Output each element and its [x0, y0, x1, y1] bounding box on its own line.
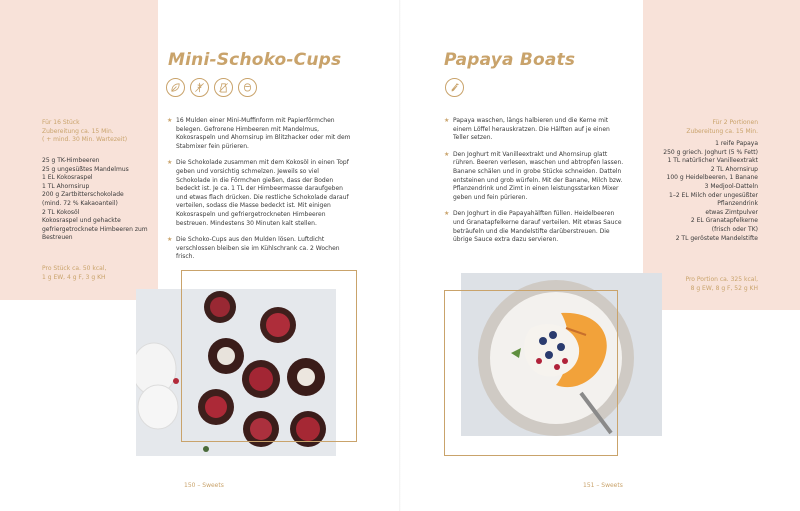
gluten-free-icon — [190, 78, 209, 97]
recipe-meta-right — [643, 119, 758, 136]
nutrition-line: Pro Portion ca. 325 kcal, — [685, 276, 758, 283]
nutrition-info-left — [42, 265, 152, 282]
page-number-left: 150 – Sweets — [184, 482, 224, 489]
page-number-right: 151 – Sweets — [583, 482, 623, 489]
recipe-title-mini-schoko-cups: Mini-Schoko-Cups — [168, 50, 342, 70]
ingredient: etwas Zimtpulver — [705, 208, 758, 216]
ingredient: 100 g Heidelbeeren, 1 Banane — [666, 174, 758, 182]
star-bullet-icon: ★ — [444, 117, 450, 124]
ingredient: 25 g TK-Himbeeren — [42, 157, 100, 164]
instruction-step: ★ Die Schokolade zusammen mit dem Kokosöl in einen Topf geben und vorsichtig schmelzen. Jeweils so viel Schokolade in die Förmchen gießen, dass der Boden bedeckt ist. Je ca. 1 TL der Himbeermasse daraufgeben und etwas flach drücken. Die restliche Schokolade darauf verteilen, sodass die Masse bedeckt ist. Mit einigen Kokosraspeln und gefriergetrockneten Himbeeren bestreuen. Mindestens 30 Minuten kalt stellen. — [167, 159, 349, 227]
ingredient: 1 reife Papaya — [715, 140, 758, 147]
ingredient: 1 EL Kokosraspel — [42, 174, 93, 182]
instruction-step: ★ Den Joghurt mit Vanilleextrakt und Ahornsirup glatt rühren. Beeren verlesen, waschen und abtropfen lassen. Banane schälen und in grobe Stücke schneiden. Datteln entsteinen und grob würfeln. Mit der Banane, Milch bzw. Pflanzendrink und Zimt in einen leistungsstarken Mixer geben und fein pürieren. — [444, 150, 624, 201]
ingredient: Pflanzendrink — [717, 200, 758, 208]
vegan-leaf-icon — [166, 78, 185, 97]
instruction-step: ★ Den Joghurt in die Papayahälften füllen. Heidelbeeren und Granatapfelkerne darauf verteilen. Mit etwas Sauce beträufeln und die Mandelstifte darüberstreuen. Die übrige Sauce extra dazu servieren. — [444, 210, 622, 244]
ingredient: 25 g ungesüßtes Mandelmus — [42, 165, 129, 173]
star-bullet-icon: ★ — [167, 117, 173, 124]
nut-icon — [238, 78, 257, 97]
ingredient: (mind. 72 % Kakaoanteil) — [42, 199, 118, 207]
diet-icons-left — [166, 78, 257, 97]
lactose-free-icon — [214, 78, 233, 97]
ingredient-list-right — [643, 140, 758, 243]
book-gutter — [399, 0, 401, 511]
instruction-step: ★ 16 Mulden einer Mini-Muffinform mit Papierförmchen belegen. Gefrorene Himbeeren mit Mandelmus, Kokosraspeln und Ahornsirup im Blitzhacker oder mit dem Stabmixer fein pürieren. — [167, 117, 351, 150]
nutrition-line: 8 g EW, 8 g F, 52 g KH — [690, 284, 758, 292]
servings: Für 16 Stück — [42, 119, 80, 126]
ingredient: 1 TL natürlicher Vanilleextrakt — [667, 157, 758, 165]
instructions-left — [167, 117, 355, 270]
ingredient: 2 TL geröstete Mandelstifte — [675, 234, 758, 242]
nutrition-line: 1 g EW, 4 g F, 3 g KH — [42, 273, 106, 281]
ingredient: 2 TL Kokosöl — [42, 208, 80, 216]
star-bullet-icon: ★ — [167, 236, 173, 244]
photo-frame-left — [181, 270, 357, 442]
vegetarian-carrot-icon — [445, 78, 464, 97]
ingredient: 1–2 EL Milch oder ungesüßter — [669, 191, 758, 199]
nutrition-line: Pro Stück ca. 50 kcal, — [42, 265, 107, 272]
servings: Für 2 Portionen — [712, 119, 758, 126]
ingredient: 2 EL Granatapfelkerne — [690, 217, 758, 225]
recipe-meta-left — [42, 119, 157, 145]
instruction-step: ★ Die Schoko-Cups aus den Mulden lösen. Luftdicht verschlossen bleiben sie im Kühlschrank ca. 2 Wochen frisch. — [167, 236, 340, 261]
ingredient-list-left — [42, 157, 157, 243]
prep-time: Zubereitung ca. 15 Min. — [686, 127, 758, 135]
ingredient: (frisch oder TK) — [711, 225, 758, 233]
ingredient: Kokosraspel und gehackte — [42, 217, 121, 225]
ingredient: 200 g Zartbitterschokolade — [42, 191, 124, 199]
ingredient: 2 TL Ahornsirup — [710, 165, 758, 173]
star-bullet-icon: ★ — [444, 210, 450, 218]
star-bullet-icon: ★ — [167, 159, 173, 167]
instruction-step: ★ Papaya waschen, längs halbieren und die Kerne mit einem Löffel herauskratzen. Die Hälften auf je einen Teller setzen. — [444, 117, 610, 142]
star-bullet-icon: ★ — [444, 150, 450, 158]
ingredient: 3 Medjool-Datteln — [704, 182, 758, 190]
ingredient: 250 g griech. Joghurt (5 % Fett) — [663, 148, 758, 156]
ingredient: Bestreuen — [42, 234, 73, 242]
left-info-panel — [0, 0, 158, 300]
ingredient: gefriergetrocknete Himbeeren zum — [42, 225, 148, 233]
instructions-right — [444, 117, 624, 253]
photo-frame-right — [444, 290, 618, 456]
recipe-title-papaya-boats: Papaya Boats — [444, 50, 576, 70]
prep-time: Zubereitung ca. 15 Min. — [42, 127, 114, 135]
ingredient: 1 TL Ahornsirup — [42, 182, 90, 190]
wait-time: ( + mind. 30 Min. Wartezeit) — [42, 136, 128, 144]
